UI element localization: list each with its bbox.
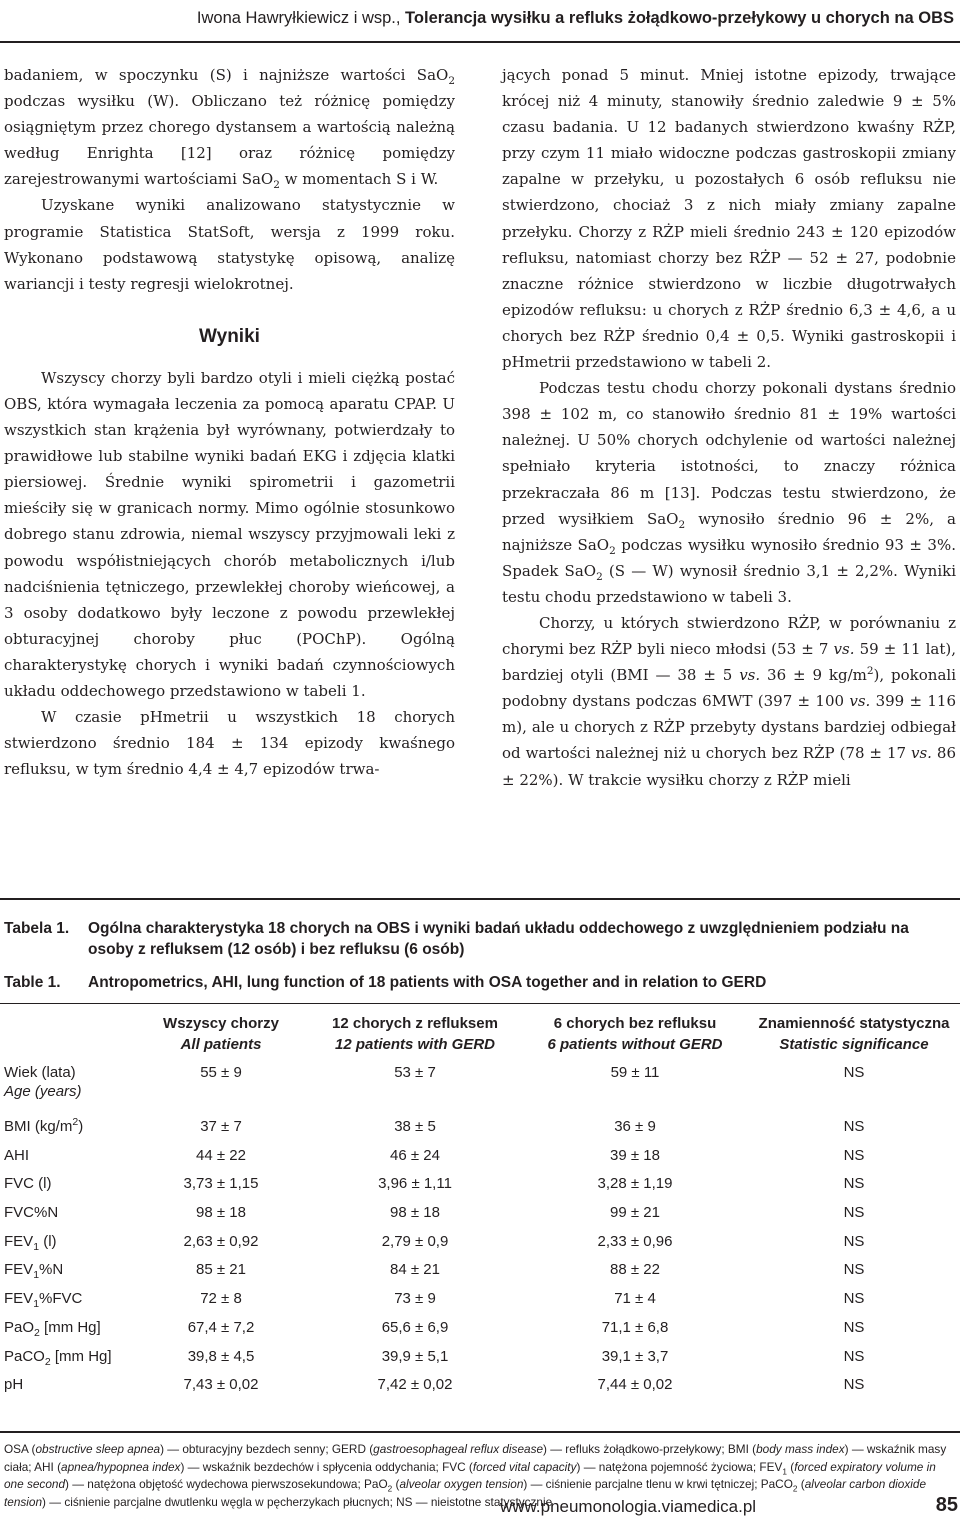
text: Chorzy, u których stwierdzono RŻP, w porównaniu z chorymi bez RŻP byli nieco młodsi (53 ± 7 bbox=[502, 613, 956, 659]
text: %N bbox=[39, 1261, 64, 1279]
cell-gerd: 53 ± 7 bbox=[394, 1064, 436, 1081]
table-row bbox=[0, 1289, 958, 1318]
caption-label: Tabela 1. bbox=[4, 920, 70, 937]
cell-nogerd: 36 ± 9 bbox=[614, 1118, 656, 1135]
subscript: 1 bbox=[782, 1466, 787, 1476]
text: forced vital capacity bbox=[472, 1459, 577, 1474]
header-text bbox=[197, 9, 954, 28]
text: ( bbox=[786, 1459, 795, 1474]
row-label bbox=[0, 1347, 132, 1376]
text: podczas wysiłku wynosiło średnio 93 ± 3%. Spadek SaO bbox=[502, 535, 956, 580]
text: (l) bbox=[39, 1232, 57, 1250]
text: FEV bbox=[4, 1232, 34, 1250]
cell-gerd: 3,96 ± 1,11 bbox=[378, 1175, 452, 1193]
text: FEV bbox=[4, 1290, 34, 1308]
table-row bbox=[0, 1203, 958, 1232]
header-pl: 12 chorych z refluksem bbox=[332, 1015, 498, 1032]
right-column bbox=[502, 62, 956, 793]
table-row bbox=[0, 1063, 958, 1117]
cell-nogerd: 99 ± 21 bbox=[610, 1204, 660, 1222]
text: FEV bbox=[4, 1261, 34, 1279]
column-header-all bbox=[132, 1013, 310, 1063]
superscript: 2 bbox=[866, 665, 874, 678]
text: podczas wysiłku (W). Obliczano też różnicę pomiędzy osiągniętym przez chorego dystansem a wartością należną według Enrighta [12] oraz różnicę pomiędzy zarejestrowanymi wartościami SaO bbox=[4, 92, 455, 189]
cell-nogerd: 71,1 ± 6,8 bbox=[601, 1318, 669, 1336]
text: 399 ± 116 m), ale u chorych z RŻP przebyty dystans bardziej odbiegał od wartości należnej niż u chorych bez RŻP (78 ± 17 bbox=[502, 692, 957, 763]
header-en: All patients bbox=[180, 1036, 262, 1053]
cell-significance: NS bbox=[843, 1376, 865, 1394]
header-separator: , bbox=[395, 9, 406, 27]
table-header-row bbox=[0, 1013, 958, 1063]
cell-gerd: 39,9 ± 5,1 bbox=[381, 1347, 449, 1365]
header-title: Tolerancja wysiłku a refluks żołądkowo-przełykowy u chorych na OBS bbox=[405, 9, 954, 27]
table-row bbox=[0, 1375, 958, 1404]
text: PaO bbox=[4, 1318, 35, 1336]
cell-nogerd: 2,33 ± 0,96 bbox=[597, 1232, 673, 1250]
column-header-nogerd bbox=[520, 1013, 750, 1063]
column-header-gerd bbox=[310, 1013, 520, 1063]
text: badaniem, w spoczynku (S) i najniższe wartości SaO bbox=[4, 66, 449, 84]
table-row bbox=[0, 1260, 958, 1289]
cell-nogerd: 59 ± 11 bbox=[610, 1064, 660, 1081]
cell-gerd: 2,79 ± 0,9 bbox=[381, 1232, 449, 1250]
caption-label: Table 1. bbox=[4, 974, 61, 991]
cell-significance: NS bbox=[843, 1347, 865, 1365]
text: alveolar oxygen tension bbox=[399, 1477, 524, 1491]
row-label: pH bbox=[4, 1376, 24, 1394]
subscript: 2 bbox=[44, 1355, 51, 1368]
table-row bbox=[0, 1117, 958, 1146]
header-en: 12 patients with GERD bbox=[334, 1036, 496, 1053]
cell-significance: NS bbox=[843, 1290, 865, 1308]
superscript: 2 bbox=[72, 1116, 79, 1128]
cell-gerd: 46 ± 24 bbox=[390, 1146, 440, 1164]
text: ) — obturacyjny bezdech senny; GERD ( bbox=[160, 1442, 374, 1456]
text: ( bbox=[392, 1477, 400, 1491]
header-rule bbox=[0, 41, 960, 43]
text: PaCO bbox=[4, 1347, 45, 1365]
cell-all: 37 ± 7 bbox=[200, 1118, 242, 1135]
header-pl: Znamienność statystyczna bbox=[758, 1015, 950, 1032]
cell-all: 98 ± 18 bbox=[196, 1204, 246, 1222]
paragraph: jących ponad 5 minut. Mniej istotne epizody, trwające krócej niż 4 minuty, stanowiły średnio zaledwie 9 ± 5% czasu badania. U 12 badanych stwierdzono kwaśny RŻP, przy czym 11 miało widoczne podczas gastroskopii zmiany zapalne w przełyku, u pozostałych 6 osób refluksu nie stwierdzono, chociaż 3 z nich miały zmiany zapalne przełyku. Chorzy z RŻP mieli średnio 243 ± 120 epizodów refluksu, natomiast chorzy bez RŻP — 52 ± 27, podobnie znaczne różnice stwierdzono w liczbie długotrwałych epizodów refluksu: u chorych z RŻP średnio 6,3 ± 4,6, a u chorych bez RŻP średnio 0,4 ± 0,5. Wyniki gastroskopii i pHmetrii przedstawiono w tabeli 2. bbox=[502, 66, 956, 372]
text: 86 ± 22%). W trakcie wysiłku chorzy z RŻP mieli bbox=[502, 744, 956, 789]
paragraph bbox=[502, 610, 956, 793]
text: ) — natężona objętość wydechowa pierwszosekundowa; PaO bbox=[65, 1477, 388, 1491]
cell-all: 72 ± 8 bbox=[200, 1290, 242, 1308]
journal-url[interactable]: www.pneumonologia.viamedica.pl bbox=[500, 1497, 757, 1516]
text: ) bbox=[78, 1118, 84, 1135]
text: 59 ± 11 lat), bardziej otyli (BMI — 38 ± 5 bbox=[502, 640, 956, 685]
subscript: 1 bbox=[33, 1298, 40, 1311]
caption-text: Ogólna charakterystyka 18 chorych na OBS i wyniki badań układu oddechowego z uwzględnieniem podziału na osoby z refluksem (12 osób) i bez refluksu (6 osób) bbox=[88, 920, 909, 958]
text: wynosiło średnio 96 ± 2%, a najniższe SaO bbox=[502, 509, 956, 554]
subscript: 2 bbox=[387, 1484, 393, 1494]
subscript: 2 bbox=[678, 518, 686, 531]
cell-all: 85 ± 21 bbox=[196, 1261, 246, 1279]
header-pl: 6 chorych bez refluksu bbox=[553, 1015, 717, 1032]
text: gastroesophageal reflux disease bbox=[373, 1442, 544, 1456]
text: w momentach S i W. bbox=[279, 170, 439, 189]
cell-all: 44 ± 22 bbox=[196, 1146, 246, 1164]
header-en: Statistic significance bbox=[779, 1036, 929, 1053]
subscript: 2 bbox=[609, 544, 616, 557]
table-row bbox=[0, 1174, 958, 1203]
cell-gerd: 7,42 ± 0,02 bbox=[377, 1376, 453, 1394]
caption-text: Antropometrics, AHI, lung function of 18 patients with OSA together and in relation to GERD bbox=[88, 974, 767, 991]
paragraph bbox=[502, 375, 956, 610]
cell-nogerd: 7,44 ± 0,02 bbox=[597, 1376, 673, 1394]
text: ), pokonali podobny dystans podczas 6MWT (397 ± 100 bbox=[502, 666, 956, 711]
subscript: 2 bbox=[34, 1326, 40, 1339]
cell-all: 7,43 ± 0,02 bbox=[183, 1376, 259, 1394]
table-row bbox=[0, 1232, 958, 1261]
table-footnote bbox=[4, 1441, 956, 1511]
subscript: 2 bbox=[273, 179, 280, 192]
cell-gerd: 98 ± 18 bbox=[390, 1204, 440, 1222]
text: apnea/hypopnea index bbox=[61, 1459, 181, 1474]
paragraph: Uzyskane wyniki analizowano statystycznie w programie Statistica StatSoft, wersja z 1999 roku. Wykonano podstawową statystykę opisową, analizę wariancji i testy regresji wielokrotnej. bbox=[4, 196, 455, 293]
header-pl: Wszyscy chorzy bbox=[163, 1015, 279, 1032]
cell-significance: NS bbox=[843, 1232, 865, 1250]
text: ) — wskaźnik masy ciała; AHI ( bbox=[4, 1442, 947, 1474]
cell-all: 3,73 ± 1,15 bbox=[183, 1175, 259, 1193]
label-en: Age (years) bbox=[4, 1083, 82, 1100]
paragraph bbox=[4, 62, 455, 192]
row-label bbox=[0, 1117, 132, 1146]
header-authors: Iwona Hawryłkiewicz i wsp. bbox=[196, 9, 396, 27]
cell-significance: NS bbox=[843, 1318, 865, 1336]
cell-all: 2,63 ± 0,92 bbox=[183, 1232, 259, 1250]
row-label bbox=[0, 1063, 132, 1117]
column-header bbox=[0, 1013, 132, 1063]
text: ) — ciśnienie parcjalne dwutlenku węgla w pęcherzykach płucnych; NS — nieistotne statystycznie bbox=[42, 1494, 553, 1509]
row-label: FVC%N bbox=[4, 1204, 59, 1222]
text: [mm Hg] bbox=[50, 1347, 112, 1365]
running-header bbox=[0, 0, 960, 44]
cell-gerd: 65,6 ± 6,9 bbox=[381, 1318, 449, 1336]
cell-significance: NS bbox=[843, 1204, 865, 1222]
subscript: 2 bbox=[596, 570, 603, 583]
page-number: 85 bbox=[935, 1494, 958, 1516]
cell-nogerd: 88 ± 22 bbox=[610, 1261, 660, 1279]
cell-significance: NS bbox=[843, 1064, 865, 1081]
text: body mass index bbox=[756, 1442, 845, 1456]
row-label bbox=[0, 1260, 132, 1289]
table-top-rule bbox=[0, 898, 960, 900]
text: vs. bbox=[911, 744, 932, 763]
cell-all: 39,8 ± 4,5 bbox=[187, 1347, 255, 1365]
cell-significance: NS bbox=[843, 1175, 865, 1193]
subscript: 2 bbox=[792, 1484, 798, 1494]
text: vs. bbox=[849, 692, 871, 711]
text: OSA ( bbox=[4, 1442, 36, 1456]
data-table bbox=[0, 1013, 958, 1404]
cell-nogerd: 39 ± 18 bbox=[610, 1146, 660, 1164]
row-label: FVC (l) bbox=[4, 1175, 52, 1193]
text: Podczas testu chodu chorzy pokonali dystans średnio 398 ± 102 m, co stanowiło średnio 81 ± 19% wartości należnej. U 50% chorych odchylenie od wartości należnej spełniało kryteria istotności, to znaczy różnica przekraczała 86 m [13]. Podczas testu stwierdzono, że przed wysiłkiem SaO bbox=[502, 379, 956, 528]
text: vs. bbox=[833, 640, 855, 659]
text: ) — wskaźnik bezdechów i spłycenia oddychania; FVC ( bbox=[180, 1459, 473, 1474]
table-caption-en bbox=[4, 972, 954, 993]
column-header-significance bbox=[750, 1013, 958, 1063]
cell-gerd: 73 ± 9 bbox=[394, 1290, 436, 1308]
text: 36 ± 9 kg/m bbox=[760, 666, 867, 685]
text: (S — W) wynosił średnio 3,1 ± 2,2%. Wyniki testu chodu przedstawiono w tabeli 3. bbox=[502, 561, 956, 606]
text: ) — ciśnienie parcjalne tlenu w krwi tętniczej; PaCO bbox=[523, 1477, 793, 1491]
text: ) — natężona pojemność życiowa; FEV bbox=[576, 1459, 783, 1474]
table-bottom-rule bbox=[0, 1431, 960, 1433]
section-title: Wyniki bbox=[199, 325, 260, 347]
row-label: AHI bbox=[4, 1146, 30, 1164]
cell-nogerd: 3,28 ± 1,19 bbox=[597, 1175, 673, 1193]
cell-all: 55 ± 9 bbox=[200, 1064, 242, 1081]
row-label bbox=[0, 1232, 132, 1261]
text: vs. bbox=[739, 666, 761, 685]
cell-nogerd: 71 ± 4 bbox=[614, 1290, 656, 1308]
cell-significance: NS bbox=[843, 1146, 865, 1164]
cell-all: 67,4 ± 7,2 bbox=[187, 1318, 255, 1336]
text: BMI (kg/m bbox=[4, 1118, 73, 1135]
subscript: 1 bbox=[33, 1269, 40, 1282]
row-label bbox=[0, 1318, 132, 1347]
header-en: 6 patients without GERD bbox=[547, 1036, 723, 1053]
text: obstructive sleep apnea bbox=[35, 1442, 161, 1456]
text: ) — refluks żołądkowo-przełykowy; BMI ( bbox=[543, 1442, 757, 1456]
cell-gerd: 38 ± 5 bbox=[394, 1118, 436, 1135]
left-column bbox=[4, 62, 455, 782]
text: forced expiratory volume in one second bbox=[4, 1459, 936, 1491]
table-header-rule bbox=[0, 1003, 960, 1004]
text: [mm Hg] bbox=[39, 1318, 101, 1336]
text: alveolar carbon dioxide tension bbox=[4, 1477, 927, 1509]
paragraph: Wszyscy chorzy byli bardzo otyli i mieli ciężką postać OBS, która wymagała leczenia za pomocą aparatu CPAP. U wszystkich stan krążenia był wyrównany, potwierdzały to prawidłowe lub stabilne wyniki badań EKG i zdjęcia klatki piersiowej. Średnie wyniki spirometrii i gazometrii mieściły się w granicach normy. Mimo ogólnie stosunkowo dobrego stanu zdrowia, niemal wszyscy przyjmowali leki z powodu współistniejących chorób metabolicznych i/lub nadciśnienia tętniczego, przewlekłej choroby wieńcowej, a 3 osoby dodatkowo były leczone z powodu przewlekłej obturacyjnej choroby płuc (POChP). Ogólną charakterystykę chorych i wyniki badań czynnościowych układu oddechowego przedstawiono w tabeli 1. bbox=[4, 368, 455, 700]
cell-significance: NS bbox=[843, 1118, 865, 1135]
text: %FVC bbox=[39, 1290, 83, 1308]
row-label bbox=[0, 1289, 132, 1318]
cell-significance: NS bbox=[843, 1261, 865, 1279]
cell-gerd: 84 ± 21 bbox=[390, 1261, 440, 1279]
table-row bbox=[0, 1318, 958, 1347]
table-row bbox=[0, 1146, 958, 1175]
subscript: 2 bbox=[448, 75, 455, 87]
label-pl: Wiek (lata) bbox=[4, 1064, 76, 1081]
table-caption-pl bbox=[4, 918, 954, 960]
text: ( bbox=[797, 1477, 805, 1491]
subscript: 1 bbox=[33, 1240, 40, 1253]
cell-nogerd: 39,1 ± 3,7 bbox=[601, 1347, 669, 1365]
paragraph: W czasie pHmetrii u wszystkich 18 chorych stwierdzono średnio 184 ± 134 epizody kwaśnego refluksu, w tym średnio 4,4 ± 4,7 epizodów trwa- bbox=[4, 708, 455, 779]
table-row bbox=[0, 1347, 958, 1376]
